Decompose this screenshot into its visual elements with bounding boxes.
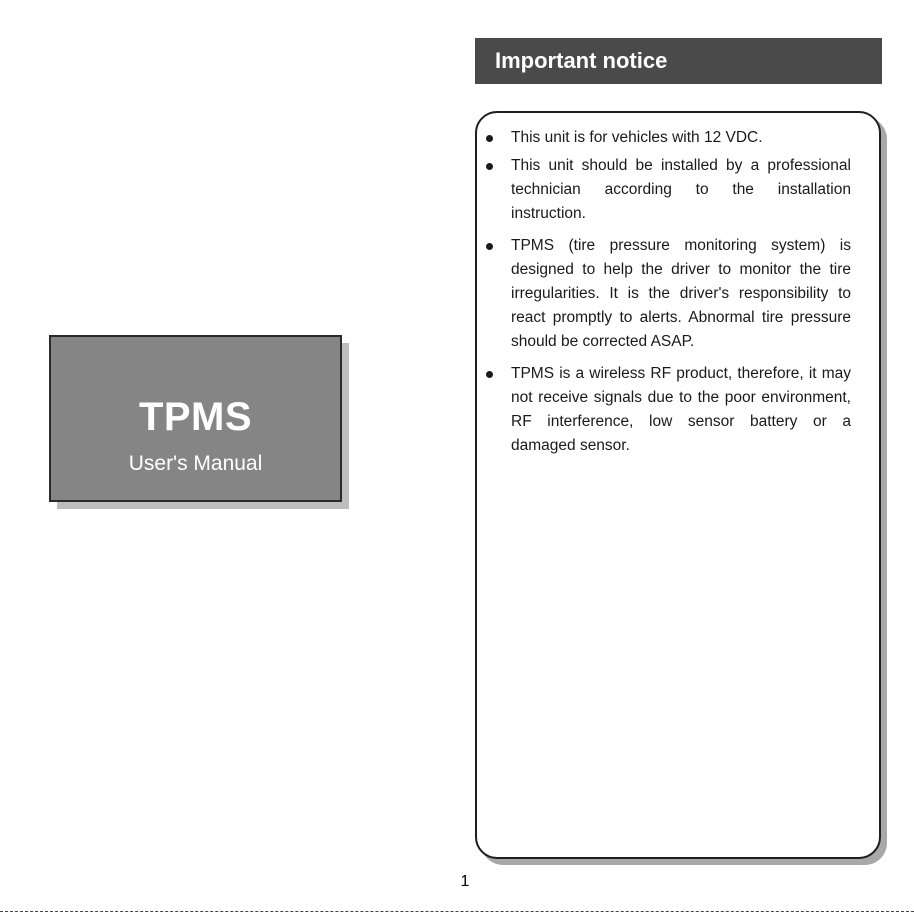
important-notice-heading: Important notice (475, 38, 882, 84)
notice-item-text: This unit is for vehicles with 12 VDC. (511, 129, 763, 146)
notice-list (511, 126, 851, 462)
cover-title: TPMS (138, 395, 253, 439)
notice-item-text: TPMS (tire pressure monitoring system) is designed to help the driver to monitor the tire irregularities. It is the driver's responsibility to react promptly to alerts. Abnormal tire pressure should be corrected ASAP. (511, 237, 851, 350)
notice-item (511, 362, 851, 458)
bullet-icon (486, 243, 493, 250)
bullet-icon (486, 163, 493, 170)
bullet-icon (486, 371, 493, 378)
notice-item-text: TPMS is a wireless RF product, therefore, it may not receive signals due to the poor environment, RF interference, low sensor battery or a damaged sensor. (511, 365, 851, 454)
page-number: 1 (460, 873, 470, 890)
bullet-icon (486, 135, 493, 142)
notice-item (511, 154, 851, 226)
bottom-rule (0, 911, 914, 912)
notice-item (511, 234, 851, 354)
cover-subtitle: User's Manual (128, 452, 263, 475)
notice-item (511, 126, 851, 150)
manual-cover-panel (49, 335, 342, 502)
notice-box (475, 111, 881, 859)
notice-item-text: This unit should be installed by a professional technician according to the installation instruction. (511, 157, 851, 222)
